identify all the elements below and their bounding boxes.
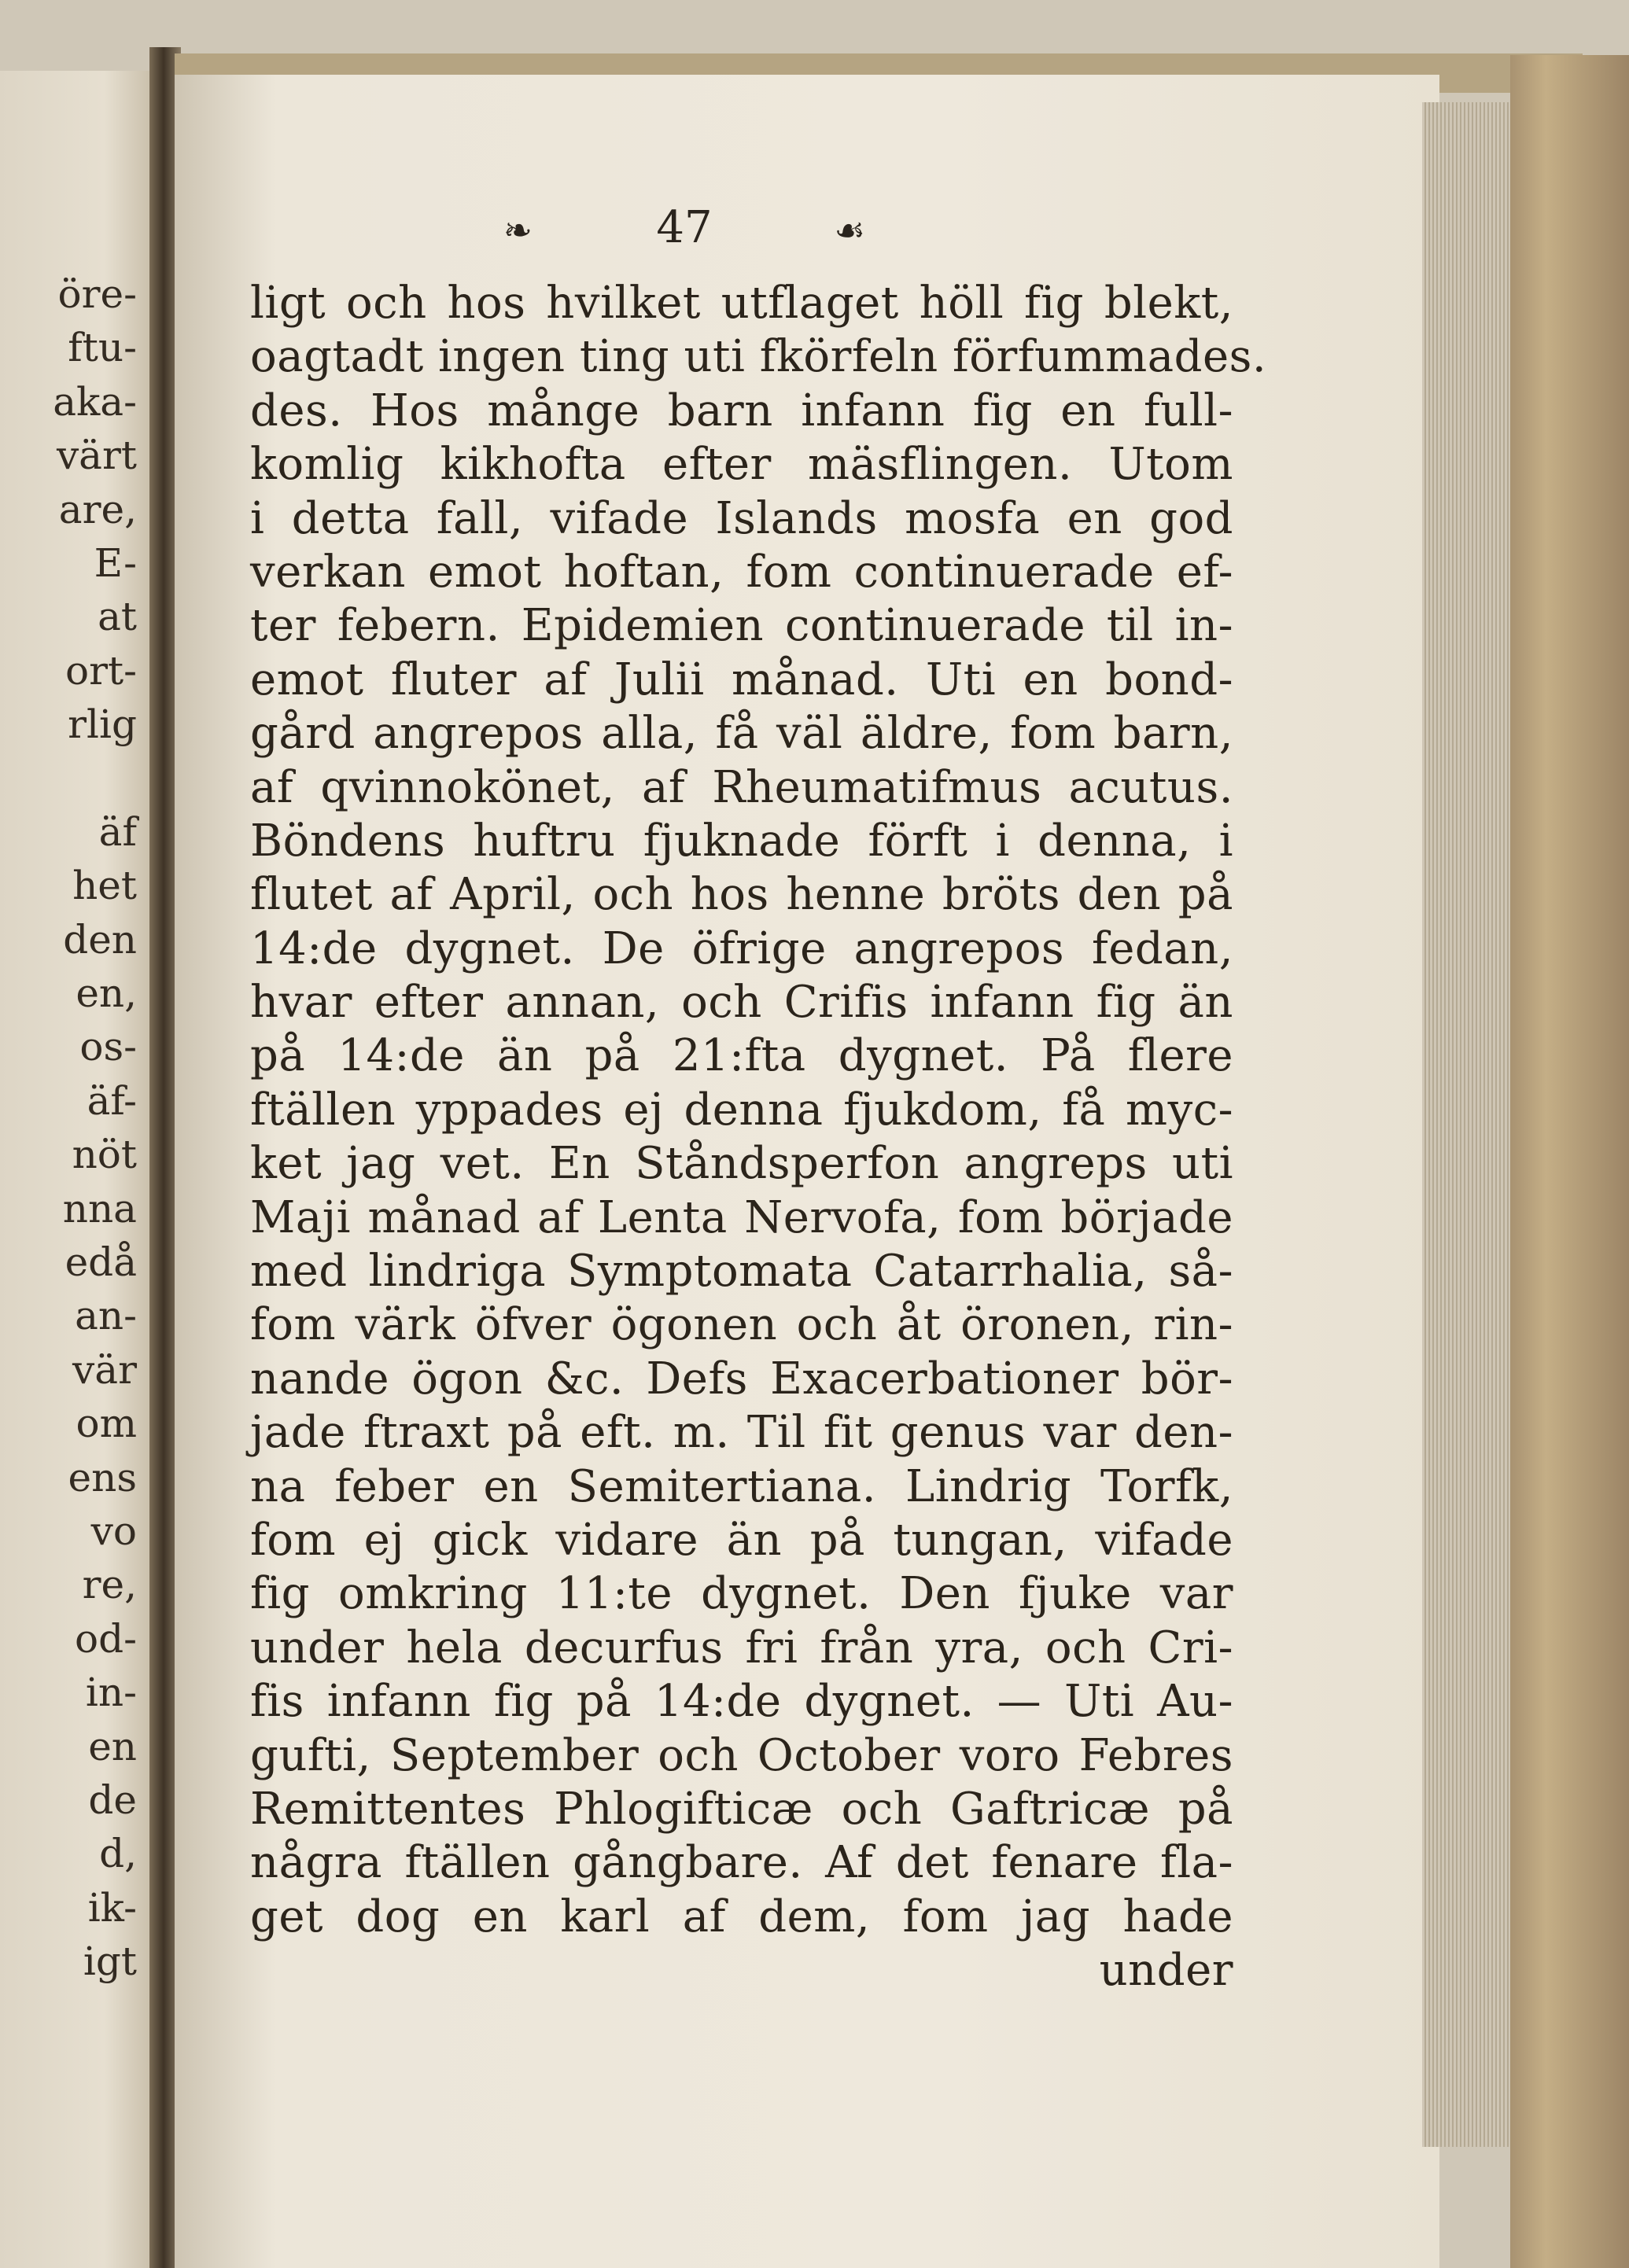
- book-cover-edge: [1510, 55, 1629, 2268]
- page-header: [488, 197, 881, 260]
- previous-page-fragment: [53, 752, 137, 805]
- previous-page-fragment: aka-: [53, 378, 137, 425]
- text-line: jade ftraxt på eft. m. Til fit genus var den-: [250, 1407, 1233, 1459]
- text-line: under: [1099, 1945, 1233, 1997]
- text-line: under hela decurfus fri från yra, och Cri-: [250, 1622, 1233, 1673]
- previous-page-fragment: ens: [68, 1454, 137, 1500]
- text-line: ter febern. Epidemien continuerade til in-: [250, 600, 1233, 652]
- text-line: gufti, September och October voro Febres: [250, 1729, 1233, 1781]
- text-line: fig omkring 11:te dygnet. Den fjuke var: [250, 1568, 1233, 1620]
- text-line: oagtadt ingen ting uti fkörfeln förfummades.: [250, 331, 1267, 383]
- text-line: med lindriga Symptomata Catarrhalia, så-: [250, 1246, 1233, 1298]
- text-line: nande ögon &c. Defs Exacerbationer bör-: [250, 1353, 1233, 1405]
- previous-page-fragment: värt: [56, 433, 137, 479]
- previous-page-fragment: nöt: [72, 1132, 137, 1178]
- text-line: get dog en karl af dem, fom jag hade: [250, 1891, 1233, 1942]
- previous-page-fragment: E-: [94, 539, 137, 586]
- text-line: na feber en Semitertiana. Lindrig Torfk,: [250, 1460, 1233, 1512]
- text-line: verkan emot hoftan, fom continuerade ef-: [250, 546, 1233, 598]
- text-line: i detta fall, vifade Islands mosfa en god: [250, 492, 1233, 544]
- previous-page-fragment: het: [72, 863, 137, 909]
- previous-page-fragment: nna: [62, 1185, 137, 1232]
- text-line: emot fluter af Julii månad. Uti en bond-: [250, 654, 1233, 705]
- previous-page-edge: [0, 71, 149, 2268]
- previous-page-fragment: den: [63, 916, 137, 963]
- text-line: Remittentes Phlogifticæ och Gaftricæ på: [250, 1783, 1233, 1835]
- text-line: på 14:de än på 21:fta dygnet. På flere: [250, 1030, 1233, 1082]
- text-line: des. Hos månge barn infann fig en full-: [250, 385, 1233, 436]
- page-stack-edge: [1422, 102, 1517, 2147]
- text-line: Maji månad af Lenta Nervofa, fom började: [250, 1191, 1233, 1243]
- previous-page-fragment: od-: [74, 1615, 137, 1662]
- text-line: flutet af April, och hos henne bröts den på: [250, 869, 1233, 921]
- fleuron-right-icon: ☙: [834, 211, 865, 251]
- text-line: gård angrepos alla, få väl äldre, fom barn,: [250, 708, 1233, 760]
- previous-page-fragment: om: [76, 1401, 137, 1447]
- previous-page-fragment: en: [88, 1723, 137, 1769]
- previous-page-fragment: an-: [75, 1293, 137, 1339]
- previous-page-fragment: d,: [99, 1831, 137, 1877]
- previous-page-fragment: ftu-: [68, 325, 137, 371]
- previous-page-fragment: ort-: [65, 647, 137, 694]
- previous-page-fragment: ik-: [87, 1884, 137, 1931]
- text-line: ftällen yppades ej denna fjukdom, få myc-: [250, 1084, 1233, 1136]
- fleuron-left-icon: ❧: [503, 211, 533, 251]
- text-line: fom ej gick vidare än på tungan, vifade: [250, 1514, 1233, 1566]
- text-line: af qvinnokönet, af Rheumatifmus acutus.: [250, 761, 1233, 813]
- text-line: komlig kikhofta efter mäsflingen. Utom: [250, 439, 1233, 491]
- previous-page-fragment: in-: [85, 1670, 137, 1716]
- text-line: 14:de dygnet. De öfrige angrepos fedan,: [250, 922, 1233, 974]
- previous-page-fragment: en,: [76, 970, 137, 1017]
- previous-page-fragment: vo: [90, 1508, 137, 1554]
- text-line: hvar efter annan, och Crifis infann fig än: [250, 977, 1233, 1029]
- previous-page-fragment: de: [88, 1776, 137, 1823]
- text-line: några ftällen gångbare. Af det fenare fla-: [250, 1837, 1233, 1889]
- previous-page-fragment: are,: [58, 486, 137, 532]
- previous-page-fragment: re,: [82, 1562, 137, 1608]
- previous-page-fragment: rlig: [68, 701, 137, 748]
- previous-page-line-fragments: [53, 267, 137, 1989]
- previous-page-fragment: äf: [98, 808, 137, 855]
- previous-page-fragment: vär: [72, 1346, 137, 1393]
- text-line: ket jag vet. En Ståndsperfon angreps uti: [250, 1138, 1233, 1190]
- text-line: fis infann fig på 14:de dygnet. — Uti Au-: [250, 1676, 1233, 1728]
- previous-page-fragment: äf-: [87, 1077, 137, 1124]
- page-number: 47: [656, 202, 713, 253]
- text-line: fom värk öfver ögonen och åt öronen, rin-: [250, 1299, 1233, 1351]
- body-text: [250, 277, 1267, 1998]
- previous-page-fragment: edå: [64, 1239, 137, 1286]
- text-line: ligt och hos hvilket utflaget höll fig blekt,: [250, 278, 1233, 329]
- previous-page-fragment: at: [98, 594, 137, 640]
- text-line: Böndens huftru fjuknade förft i denna, i: [250, 815, 1233, 867]
- previous-page-fragment: os-: [79, 1024, 137, 1070]
- previous-page-fragment: öre-: [57, 271, 137, 317]
- previous-page-fragment: igt: [83, 1938, 137, 1985]
